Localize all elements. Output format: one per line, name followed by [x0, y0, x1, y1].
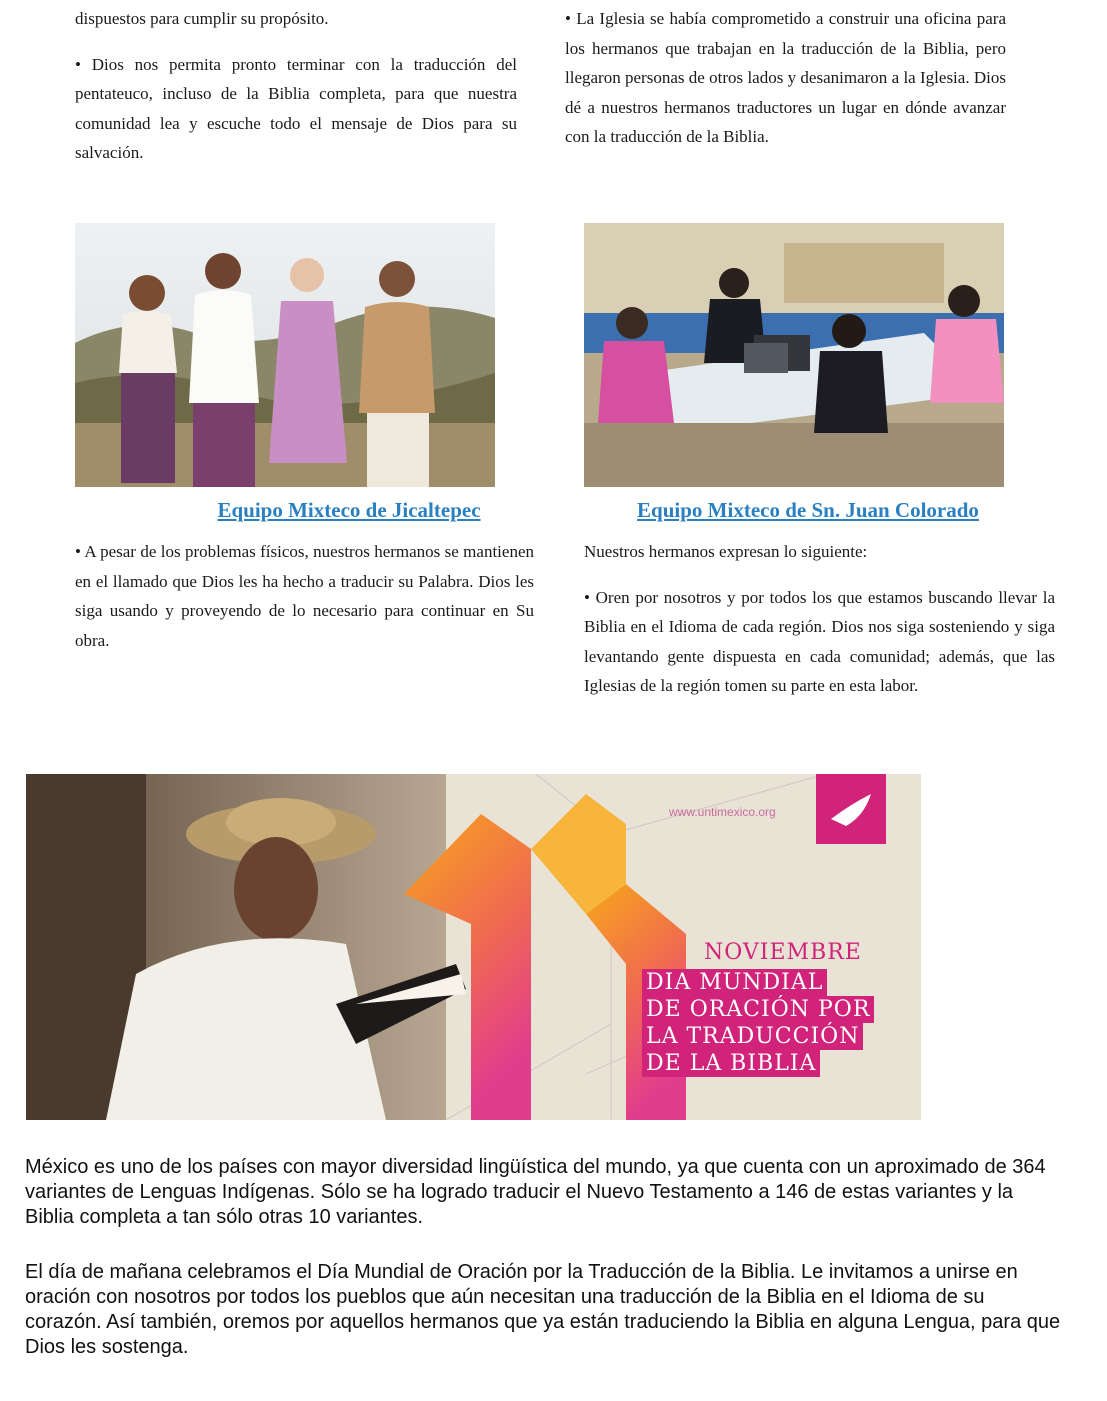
san-juan-bullet: • Oren por nosotros y por todos los que estamos buscando llevar la Biblia en el Idioma de cada región. Dios nos siga sosteniendo y siga levantando gente dispuesta en cada comunidad; además, que las Iglesias de la región tomen su parte en esta labor. [584, 587, 1055, 695]
jicaltepec-bullet: • A pesar de los problemas físicos, nuestros hermanos se mantienen en el llamado que Dios les ha hecho a traducir su Palabra. Dios les siga usando y proveyendo de lo necesario para continuar en Su obra. [75, 542, 534, 650]
jicaltepec-team-text [75, 537, 534, 655]
banner-month: NOVIEMBRE [704, 940, 862, 965]
invitation-paragraph: El día de mañana celebramos el Día Mundial de Oración por la Traducción de la Biblia. Le invitamos a unirse en oración con nosotros por todos los pueblos que aún necesitan una traducción de la Biblia en el Idioma de su corazón. Así también, oremos por aquellos hermanos que ya están traduciendo la Biblia en alguna Lengua, para que Dios les sostenga. [25, 1261, 1061, 1358]
banner-title-block [642, 969, 874, 1077]
san-juan-colorado-team-caption[interactable]: Equipo Mixteco de Sn. Juan Colorado [637, 498, 979, 522]
jicaltepec-team-photo [75, 223, 495, 487]
jicaltepec-team-caption[interactable]: Equipo Mixteco de Jicaltepec [217, 498, 481, 522]
top-left-bullet: • Dios nos permita pronto terminar con la traducción del pentateuco, incluso de la Biblia completa, para que nuestra comunidad lea y escuche todo el mensaje de Dios para su salvación. [75, 54, 517, 162]
san-juan-intro: Nuestros hermanos expresan lo siguiente: [584, 542, 868, 561]
banner-line-5: DE LA BIBLIA [642, 1050, 820, 1077]
banner-url: www.untimexico.org [669, 805, 776, 819]
banner-line-2: DIA MUNDIAL [642, 969, 827, 996]
banner-line-3: DE ORACIÓN POR [642, 996, 874, 1023]
bottom-paragraph-2 [25, 1260, 1065, 1360]
top-right-bullet: • La Iglesia se había comprometido a construir una oficina para los hermanos que trabajan en la traducción de la Biblia, pero llegaron personas de otros lados y desanimaron a la Iglesia. Dios dé a nuestros hermanos traductores un lugar en dónde avanzar con la traducción de la Biblia. [565, 9, 1006, 146]
banner-line-4: LA TRADUCCIÓN [642, 1023, 863, 1050]
top-left-continued-text: dispuestos para cumplir su propósito. [75, 9, 329, 28]
bottom-paragraph-1 [25, 1155, 1065, 1230]
top-right-column [565, 4, 1006, 152]
diversity-paragraph: México es uno de los países con mayor diversidad lingüística del mundo, ya que cuenta con un aproximado de 364 variantes de Lenguas Indígenas. Sólo se ha logrado traducir el Nuevo Testamento a 146 de estas variantes y la Biblia completa a tan sólo otras 10 variantes. [25, 1156, 1046, 1228]
bible-translation-day-banner [26, 774, 921, 1120]
top-left-column [75, 4, 517, 168]
san-juan-colorado-team-photo [584, 223, 1004, 487]
san-juan-colorado-team-text [584, 537, 1055, 701]
